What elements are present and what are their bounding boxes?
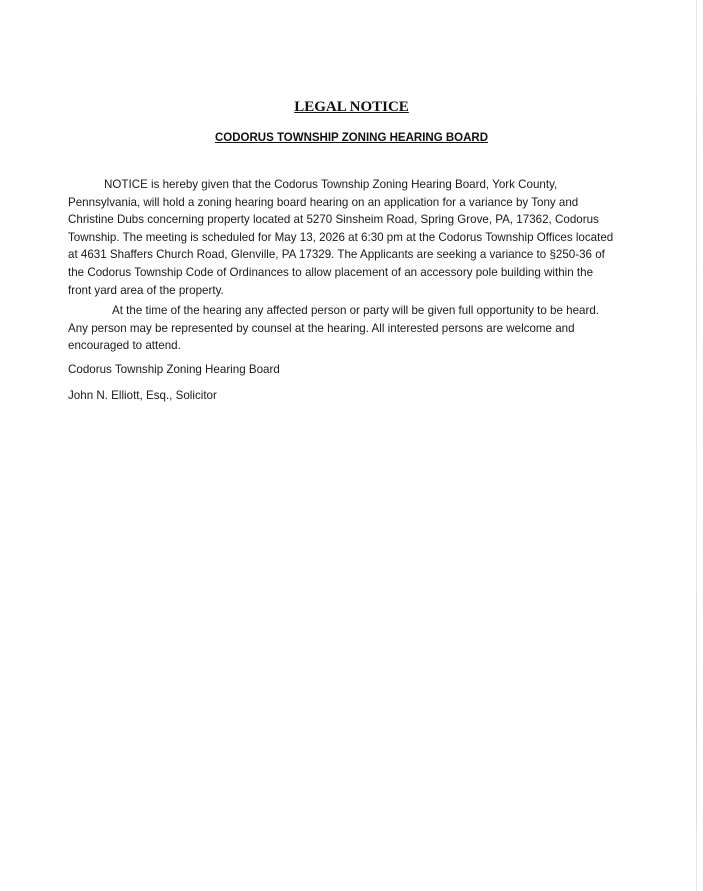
notice-title: LEGAL NOTICE (294, 99, 409, 115)
signature-organization: Codorus Township Zoning Hearing Board (68, 363, 280, 376)
hearing-paragraph: At the time of the hearing any affected person or party will be given full opportunity to be heard. Any person may be represented by counsel at the hearing. All interested persons are welcome and encouraged to attend. (68, 304, 600, 353)
board-name-heading: CODORUS TOWNSHIP ZONING HEARING BOARD (214, 132, 489, 144)
notice-paragraph: NOTICE is hereby given that the Codorus Township Zoning Hearing Board, York County, Pennsylvania, will hold a zoning hearing board hearing on an application for a variance by Tony and Christine Dubs concerning property located at 5270 Sinsheim Road, Spring Grove, PA, 17362, Codorus Township. The meeting is scheduled for May 13, 2026 at 6:30 pm at the Codorus Township Offices located at 4631 Shaffers Church Road, Glenville, PA 17329. The Applicants are seeking a variance to §250-36 of the Codorus Township Code of Ordinances to allow placement of an accessory pole building within the front yard area of the property. (68, 178, 614, 297)
signature-solicitor: John N. Elliott, Esq., Solicitor (68, 389, 217, 402)
